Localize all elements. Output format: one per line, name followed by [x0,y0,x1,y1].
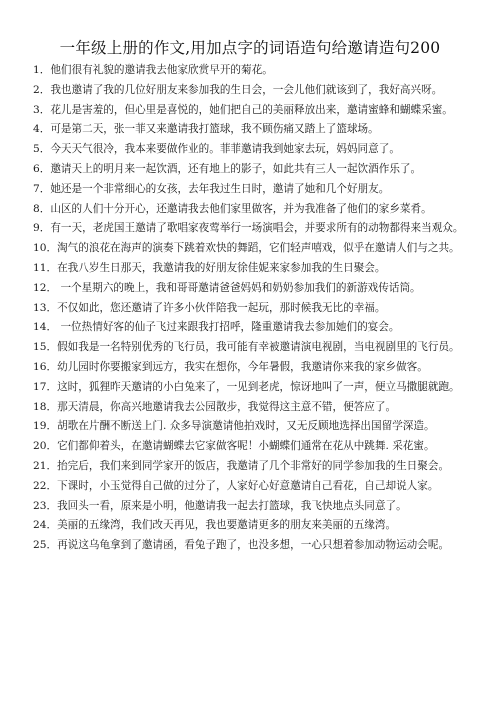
list-item-number: 25 [33,539,47,552]
list-item-number: 5 [33,143,40,156]
list-item-text: 美丽的五缘湾，我们改天再见，我也要邀请更多的朋友来美丽的五缘湾。 [57,519,397,532]
list-item [33,536,473,556]
list-item-text: 这时，狐狸昨天邀请的小白兔来了，一见到老虎，惊讶地叫了一声，便立马撒腿就跑。 [57,380,460,393]
list-item-text: 淘气的浪花在海声的演奏下跳着欢快的舞蹈，它们轻声嘻戏，似乎在邀请人们与之共。 [57,242,460,255]
list-item-separator: ． [46,360,58,373]
list-item-number: 10 [33,242,47,255]
sentence-list [33,61,473,556]
list-item-separator: ． [46,519,58,532]
list-item-text: 胡歌在片酬不断送上门. 众多导演邀请他拍戏时，又无反顾地选择出国留学深造。 [57,420,435,433]
list-item-number: 12 [33,281,47,294]
list-item [33,81,473,101]
list-item-text: 我也邀请了我的几位好朋友来参加我的生日会，一会儿他们就该到了，我好高兴呀。 [50,83,443,96]
page-title: 一年级上册的作文,用加点字的词语造句给邀请造句200 [59,39,441,57]
list-item-separator: ． [46,281,58,294]
list-item-separator: ． [46,261,58,274]
list-item [33,120,473,140]
list-item [33,358,473,378]
list-item-text: 一位热情好客的仙子飞过来跟我打招呼，隆重邀请我去参加她们的宴会。 [57,321,400,334]
list-item-text: 山区的人们十分开心，还邀请我去他们家里做客，并为我准备了他们的家乡菜肴。 [50,202,432,215]
list-item-number: 18 [33,400,47,413]
list-item-text: 幼儿园时你要搬家到远方，我实在想你，今年暑假，我邀请你来我的家乡做客。 [57,360,428,373]
list-item-separator: ． [46,420,58,433]
list-item-text: 再说这乌龟拿到了邀请函，看兔子跑了，也没多想，一心只想着参加动物运动会呢。 [57,539,450,552]
list-item [33,417,473,437]
list-item-number: 11 [33,261,47,274]
list-item-number: 24 [33,519,47,532]
list-item-separator: ． [39,123,51,136]
list-item [33,101,473,121]
list-item [33,61,473,81]
list-item-separator: ． [46,440,58,453]
list-item-number: 13 [33,301,47,314]
list-item [33,299,473,319]
list-item [33,259,473,279]
list-item-number: 1 [33,64,40,76]
list-item-separator: ． [46,499,58,512]
list-item-text: 它们都仰着头，在邀请蝴蝶去它家做客呢！小蝴蝶们通常在花从中跳舞. 采花蜜。 [57,440,435,453]
list-item [33,437,473,457]
list-item-text: 可是第二天，张一菲又来邀请我打篮球，我不顾伤痛又踏上了篮球场。 [50,123,379,136]
list-item-number: 9 [33,222,40,235]
list-item [33,457,473,477]
list-item-separator: ． [39,83,51,96]
list-item [33,477,473,497]
list-item-number: 8 [33,202,40,215]
list-item-number: 2 [33,83,40,96]
list-item [33,219,473,239]
list-item-separator: ． [39,103,51,116]
list-item-separator: ． [46,400,58,413]
list-item-text: 下课时，小玉觉得自己做的过分了，人家好心好意邀请自己看花，自己却说人家。 [57,479,439,492]
list-item-separator: ． [46,479,58,492]
list-item-separator: ． [39,143,51,156]
list-item-number: 20 [33,440,47,453]
list-item-separator: ． [46,459,58,472]
list-item-separator: ． [39,162,51,175]
list-item-text: 不仅如此，您还邀请了许多小伙伴陪我一起玩，那时候我无比的幸福。 [57,301,386,314]
list-item-text: 在我八岁生日那天，我邀请我的好朋友徐佳妮来家参加我的生日聚会。 [57,261,386,274]
list-item [33,318,473,338]
list-item-number: 19 [33,420,47,433]
list-item-text: 有一天，老虎国王邀请了歌唱家夜莺举行一场演唱会，并要求所有的动物都得来当观众。 [50,222,464,235]
list-item [33,378,473,398]
list-item-number: 3 [33,103,40,116]
list-item [33,516,473,536]
list-item-number: 17 [33,380,47,393]
list-item-number: 22 [33,479,47,492]
list-item [33,239,473,259]
list-item-separator: ． [39,202,51,215]
list-item-number: 6 [33,162,40,175]
list-item-number: 23 [33,499,47,512]
list-item-text: 他们很有礼貌的邀请我去他家欣赏早开的菊花。 [50,64,273,76]
list-item-number: 16 [33,360,47,373]
list-item-text: 花儿是害羞的，但心里是喜悦的，她们把自己的美丽释放出来，邀请蜜蜂和蝴蝶采蜜。 [50,103,453,116]
list-item-separator: ． [39,222,51,235]
list-item-text: 那天清晨，你高兴地邀请我去公园散步，我觉得这主意不错，便答应了。 [57,400,397,413]
list-item-separator: ． [39,182,51,195]
list-item [33,180,473,200]
list-item-separator: ． [46,539,58,552]
list-item-separator: ． [46,321,58,334]
list-item [33,140,473,160]
list-item-separator: ． [39,64,51,76]
list-item-text: 一个星期六的晚上，我和哥哥邀请爸爸妈妈和奶奶参加我们的新游戏传话筒。 [57,281,421,294]
list-item-number: 4 [33,123,40,136]
list-item-separator: ． [46,242,58,255]
list-item [33,398,473,418]
list-item-text: 抬完后，我们来到同学家开的饭店，我邀请了几个非常好的同学参加我的生日聚会。 [57,459,450,472]
list-item-number: 21 [33,459,47,472]
list-item-number: 7 [33,182,40,195]
list-item-separator: ． [46,380,58,393]
list-item-separator: ． [46,341,58,354]
list-item [33,497,473,517]
list-item-text: 今天天气很冷，我本来要做作业的。菲菲邀请我到她家去玩，妈妈同意了。 [50,143,400,156]
list-item [33,200,473,220]
list-item-text: 我回头一看，原来是小明，他邀请我一起去打篮球，我飞快地点头同意了。 [57,499,407,512]
list-item-text: 假如我是一名特别优秀的飞行员，我可能有幸被邀请演电视剧，当电视剧里的飞行员。 [57,341,460,354]
list-item-text: 邀请天上的明月来一起饮酒，还有地上的影子，如此共有三人一起饮酒作乐了。 [50,162,422,175]
list-item-number: 14 [33,321,47,334]
list-item [33,160,473,180]
list-item [33,279,473,299]
list-item [33,338,473,358]
list-item-number: 15 [33,341,47,354]
list-item-separator: ． [46,301,58,314]
list-item-text: 她还是一个非常细心的女孩，去年我过生日时，邀请了她和几个好朋友。 [50,182,390,195]
